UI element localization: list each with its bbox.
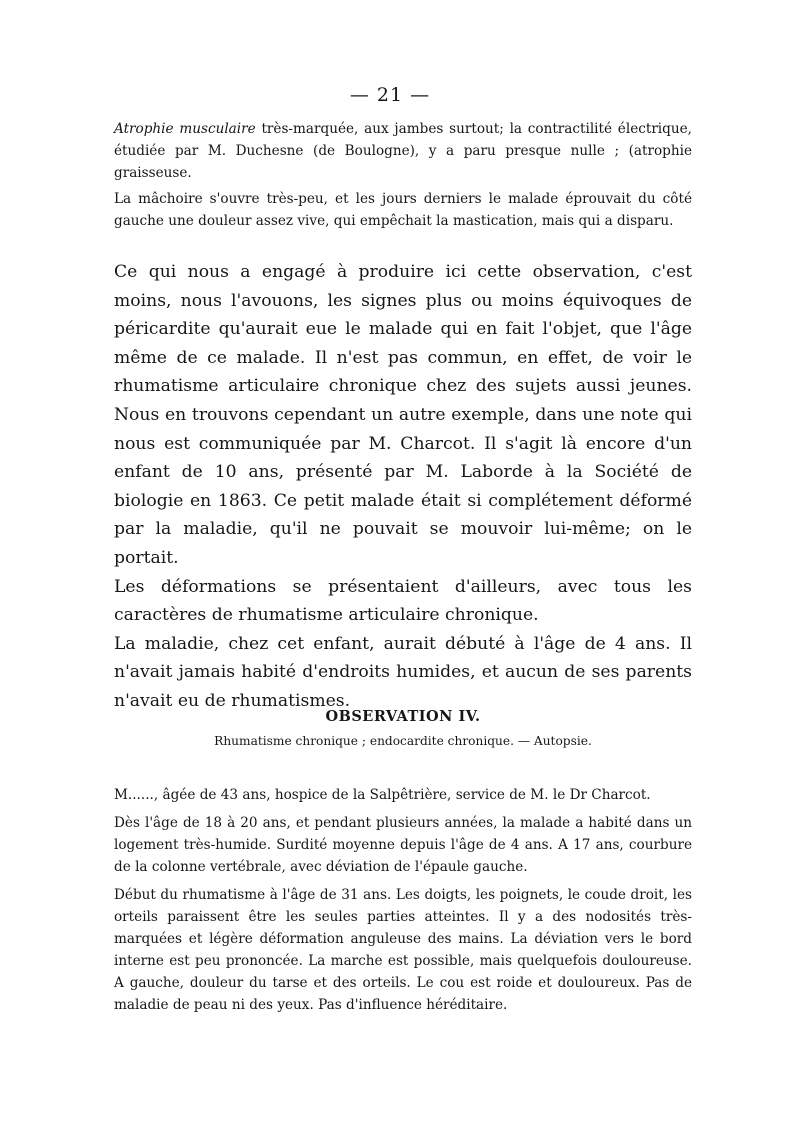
observation-paragraph-2: Dès l'âge de 18 à 20 ans, et pendant plusieurs années, la malade a habité dans un logement très-humide. Surdité moyenne depuis l'âge de 4 ans. A 17 ans, courbure de la colonne vertébrale, avec déviation de l'épaule gauche.: [114, 815, 692, 875]
observation-title: OBSERVATION IV.: [325, 708, 481, 725]
observation-body: [114, 784, 692, 1016]
clinical-notes-continued: [114, 118, 692, 232]
paragraph-jaw: La mâchoire s'ouvre très-peu, et les jours derniers le malade éprouvait du côté gauche une douleur assez vive, qui empêchait la mastication, mais qui a disparu.: [114, 191, 692, 229]
atrophy-text: très-marquée, aux jambes surtout; la contractilité électrique, étudiée par M. Duchesne (de Boulogne), y a paru presque nulle ; (atrophie graisseuse.: [114, 121, 692, 181]
commentary-paragraph-1: Ce qui nous a engagé à produire ici cette observation, c'est moins, nous l'avouons, les signes plus ou moins équivoques de péricardite qu'aurait eue le malade qui en fait l'objet, que l'âge même de ce malade. Il n'est pas commun, en effet, de voir le rhumatisme articulaire chronique chez des sujets aussi jeunes. Nous en trouvons cependant un autre exemple, dans une note qui nous est communiquée par M. Charcot. Il s'agit là encore d'un enfant de 10 ans, présenté par M. Laborde à la Société de biologie en 1863. Ce petit malade était si complétement déformé par la maladie, qu'il ne pouvait se mouvoir lui-même; on le portait.: [114, 262, 692, 568]
term-atrophy: Atrophie musculaire: [114, 121, 256, 137]
commentary-section: [114, 258, 692, 716]
observation-paragraph-3: Début du rhumatisme à l'âge de 31 ans. Les doigts, les poignets, le coude droit, les orteils paraissent être les seules parties atteintes. Il y a des nodosités très-marquées et légère déformation anguleuse des mains. La déviation vers le bord interne est peu prononcée. La marche est possible, mais quelquefois douloureuse. A gauche, douleur du tarse et des orteils. Le cou est roide et douloureux. Pas de maladie de peau ni des yeux. Pas d'influence héréditaire.: [114, 887, 692, 1013]
page-number: — 21 —: [349, 84, 431, 106]
commentary-paragraph-2: Les déformations se présentaient d'ailleurs, avec tous les caractères de rhumatisme articulaire chronique.: [114, 576, 692, 626]
observation-paragraph-1: M......, âgée de 43 ans, hospice de la Salpêtrière, service de M. le Dr Charcot.: [114, 787, 651, 803]
commentary-paragraph-3: La maladie, chez cet enfant, aurait débuté à l'âge de 4 ans. Il n'avait jamais habité d'endroits humides, et aucun de ses parents n'avait eu de rhumatismes.: [114, 633, 692, 711]
observation-subtitle: Rhumatisme chronique ; endocardite chronique. — Autopsie.: [214, 734, 592, 748]
paragraph-atrophy: [114, 118, 692, 184]
